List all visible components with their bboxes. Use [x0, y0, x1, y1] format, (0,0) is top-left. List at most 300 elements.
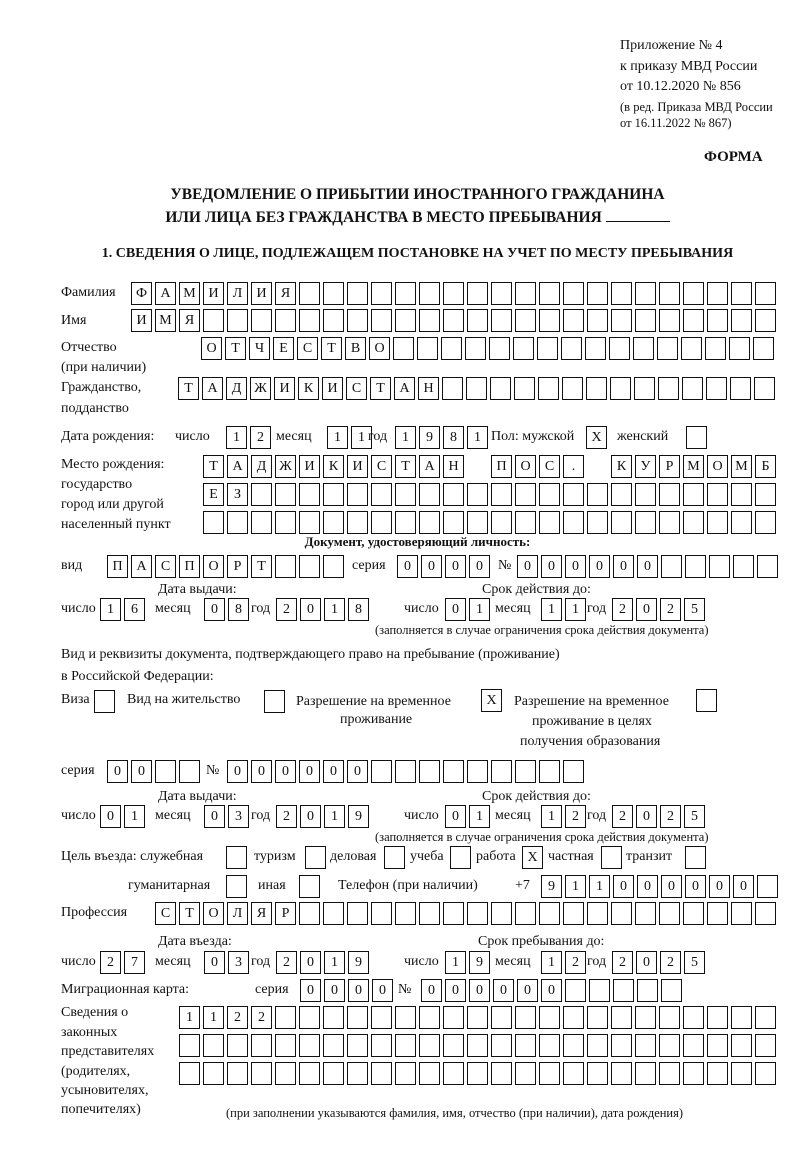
char-box-birthplace-line3[interactable] [395, 511, 416, 534]
char-box-reps-line3[interactable] [635, 1062, 656, 1085]
char-box-reps-line3[interactable] [683, 1062, 704, 1085]
char-box-surname[interactable]: М [179, 282, 200, 305]
char-box-reps-line2[interactable] [491, 1034, 512, 1057]
char-box-patronymic[interactable] [465, 337, 486, 360]
char-box-birthplace-line1[interactable]: Т [395, 455, 416, 478]
char-box-birthplace-line3[interactable] [203, 511, 224, 534]
char-box-birthplace-line3[interactable] [443, 511, 464, 534]
char-box-id-number[interactable] [661, 555, 682, 578]
char-box-name[interactable] [203, 309, 224, 332]
char-box-reps-line1[interactable] [539, 1006, 560, 1029]
char-box-stay-number[interactable] [563, 760, 584, 783]
checkbox-purpose-official[interactable] [226, 846, 247, 869]
char-box-patronymic[interactable] [681, 337, 702, 360]
char-box-reps-line2[interactable] [203, 1034, 224, 1057]
char-box-id-kind[interactable]: А [131, 555, 152, 578]
char-box-birthplace-line2[interactable] [371, 483, 392, 506]
char-box-citizenship[interactable]: А [202, 377, 223, 400]
char-box-profession[interactable] [659, 902, 680, 925]
char-box-citizenship[interactable]: И [322, 377, 343, 400]
char-box-reps-line3[interactable] [731, 1062, 752, 1085]
char-box-phone[interactable]: 1 [565, 875, 586, 898]
char-box-reps-line1[interactable] [371, 1006, 392, 1029]
char-box-birthplace-line1[interactable]: П [491, 455, 512, 478]
char-box-id-number[interactable]: 0 [637, 555, 658, 578]
char-box-patronymic[interactable]: В [345, 337, 366, 360]
char-box-profession[interactable] [443, 902, 464, 925]
char-box-reps-line1[interactable] [755, 1006, 776, 1029]
char-box-name[interactable] [563, 309, 584, 332]
char-box-stay-number[interactable] [491, 760, 512, 783]
char-box-birthplace-line1[interactable]: И [299, 455, 320, 478]
char-box-dob-year[interactable]: 1 [467, 426, 488, 449]
char-box-birthplace-line1[interactable]: У [635, 455, 656, 478]
char-box-citizenship[interactable] [706, 377, 727, 400]
char-box-patronymic[interactable]: Т [225, 337, 246, 360]
char-box-reps-line2[interactable] [347, 1034, 368, 1057]
checkbox-purpose-business[interactable] [384, 846, 405, 869]
char-box-stay-valid-year[interactable]: 5 [684, 805, 705, 828]
char-box-reps-line3[interactable] [443, 1062, 464, 1085]
char-box-name[interactable] [347, 309, 368, 332]
char-box-reps-line3[interactable] [227, 1062, 248, 1085]
char-box-surname[interactable]: Л [227, 282, 248, 305]
char-box-reps-line2[interactable] [275, 1034, 296, 1057]
char-box-surname[interactable] [659, 282, 680, 305]
char-box-id-valid-month[interactable]: 1 [565, 598, 586, 621]
char-box-migration-number[interactable]: 0 [445, 979, 466, 1002]
char-box-citizenship[interactable]: Д [226, 377, 247, 400]
char-box-migration-series[interactable]: 0 [324, 979, 345, 1002]
char-box-name[interactable] [515, 309, 536, 332]
char-box-patronymic[interactable]: Т [321, 337, 342, 360]
char-box-reps-line1[interactable] [299, 1006, 320, 1029]
char-box-patronymic[interactable] [609, 337, 630, 360]
char-box-id-issue-month[interactable]: 0 [204, 598, 225, 621]
char-box-reps-line1[interactable] [707, 1006, 728, 1029]
char-box-birthplace-line2[interactable] [683, 483, 704, 506]
char-box-id-number[interactable]: 0 [541, 555, 562, 578]
char-box-reps-line3[interactable] [539, 1062, 560, 1085]
char-box-reps-line1[interactable] [275, 1006, 296, 1029]
char-box-id-number[interactable] [733, 555, 754, 578]
char-box-profession[interactable]: Т [179, 902, 200, 925]
char-box-id-number[interactable] [709, 555, 730, 578]
char-box-migration-number[interactable]: 0 [421, 979, 442, 1002]
char-box-birthplace-line1[interactable]: С [371, 455, 392, 478]
char-box-reps-line3[interactable] [179, 1062, 200, 1085]
char-box-reps-line1[interactable] [659, 1006, 680, 1029]
char-box-stay-until-year[interactable]: 5 [684, 951, 705, 974]
char-box-name[interactable] [587, 309, 608, 332]
char-box-id-valid-year[interactable]: 0 [636, 598, 657, 621]
char-box-patronymic[interactable] [633, 337, 654, 360]
char-box-citizenship[interactable] [634, 377, 655, 400]
char-box-name[interactable] [707, 309, 728, 332]
char-box-id-valid-month[interactable]: 1 [541, 598, 562, 621]
char-box-birthplace-line2[interactable] [539, 483, 560, 506]
char-box-phone[interactable]: 1 [589, 875, 610, 898]
char-box-patronymic[interactable] [561, 337, 582, 360]
char-box-profession[interactable] [635, 902, 656, 925]
char-box-citizenship[interactable] [586, 377, 607, 400]
char-box-reps-line2[interactable] [323, 1034, 344, 1057]
char-box-stay-issue-day[interactable]: 0 [100, 805, 121, 828]
char-box-reps-line3[interactable] [707, 1062, 728, 1085]
char-box-id-kind[interactable]: П [107, 555, 128, 578]
char-box-surname[interactable] [443, 282, 464, 305]
char-box-migration-number[interactable] [565, 979, 586, 1002]
char-box-surname[interactable] [707, 282, 728, 305]
char-box-id-kind[interactable]: О [203, 555, 224, 578]
checkbox-purpose-private[interactable] [601, 846, 622, 869]
char-box-birthplace-line2[interactable] [467, 483, 488, 506]
char-box-reps-line2[interactable] [395, 1034, 416, 1057]
char-box-reps-line2[interactable] [563, 1034, 584, 1057]
char-box-stay-until-year[interactable]: 2 [612, 951, 633, 974]
char-box-entry-month[interactable]: 0 [204, 951, 225, 974]
char-box-profession[interactable] [491, 902, 512, 925]
char-box-stay-number[interactable] [515, 760, 536, 783]
char-box-birthplace-line1[interactable]: А [227, 455, 248, 478]
char-box-stay-number[interactable] [419, 760, 440, 783]
char-box-reps-line1[interactable]: 2 [227, 1006, 248, 1029]
char-box-birthplace-line3[interactable] [491, 511, 512, 534]
char-box-reps-line2[interactable] [635, 1034, 656, 1057]
char-box-id-issue-year[interactable]: 8 [348, 598, 369, 621]
char-box-profession[interactable] [395, 902, 416, 925]
char-box-surname[interactable] [491, 282, 512, 305]
char-box-birthplace-line2[interactable] [587, 483, 608, 506]
checkbox-sex-female[interactable] [686, 426, 707, 449]
char-box-profession[interactable] [467, 902, 488, 925]
char-box-citizenship[interactable] [514, 377, 535, 400]
char-box-reps-line2[interactable] [227, 1034, 248, 1057]
char-box-reps-line2[interactable] [587, 1034, 608, 1057]
checkbox-trp[interactable]: X [481, 689, 502, 712]
char-box-id-number[interactable] [685, 555, 706, 578]
char-box-reps-line3[interactable] [203, 1062, 224, 1085]
char-box-dob-month[interactable]: 1 [327, 426, 348, 449]
char-box-birthplace-line3[interactable] [659, 511, 680, 534]
char-box-surname[interactable]: Я [275, 282, 296, 305]
char-box-citizenship[interactable] [730, 377, 751, 400]
char-box-migration-number[interactable]: 0 [493, 979, 514, 1002]
char-box-surname[interactable] [299, 282, 320, 305]
char-box-birthplace-line3[interactable] [563, 511, 584, 534]
char-box-profession[interactable] [323, 902, 344, 925]
char-box-reps-line1[interactable] [515, 1006, 536, 1029]
char-box-reps-line3[interactable] [347, 1062, 368, 1085]
char-box-birthplace-line1[interactable]: И [347, 455, 368, 478]
char-box-id-issue-year[interactable]: 2 [276, 598, 297, 621]
char-box-surname[interactable] [371, 282, 392, 305]
char-box-stay-issue-year[interactable]: 9 [348, 805, 369, 828]
char-box-id-issue-year[interactable]: 1 [324, 598, 345, 621]
char-box-birthplace-line1[interactable]: А [419, 455, 440, 478]
char-box-id-issue-year[interactable]: 0 [300, 598, 321, 621]
char-box-patronymic[interactable] [585, 337, 606, 360]
char-box-profession[interactable]: Я [251, 902, 272, 925]
char-box-name[interactable] [659, 309, 680, 332]
checkbox-purpose-humanitarian[interactable] [226, 875, 247, 898]
char-box-name[interactable] [683, 309, 704, 332]
char-box-birthplace-line3[interactable] [467, 511, 488, 534]
char-box-birthplace-line3[interactable] [707, 511, 728, 534]
char-box-phone[interactable]: 0 [637, 875, 658, 898]
char-box-patronymic[interactable] [489, 337, 510, 360]
char-box-name[interactable] [275, 309, 296, 332]
char-box-birthplace-line3[interactable] [275, 511, 296, 534]
place-blank[interactable] [606, 207, 670, 222]
char-box-phone[interactable]: 0 [661, 875, 682, 898]
char-box-birthplace-line2[interactable] [323, 483, 344, 506]
char-box-id-number[interactable]: 0 [565, 555, 586, 578]
checkbox-purpose-study[interactable] [450, 846, 471, 869]
char-box-id-series[interactable]: 0 [397, 555, 418, 578]
char-box-reps-line2[interactable] [539, 1034, 560, 1057]
char-box-reps-line2[interactable] [179, 1034, 200, 1057]
char-box-stay-number[interactable] [371, 760, 392, 783]
char-box-birthplace-line1[interactable]: Б [755, 455, 776, 478]
char-box-reps-line3[interactable] [755, 1062, 776, 1085]
char-box-id-series[interactable]: 0 [469, 555, 490, 578]
char-box-reps-line3[interactable] [563, 1062, 584, 1085]
char-box-surname[interactable]: Ф [131, 282, 152, 305]
char-box-reps-line2[interactable] [251, 1034, 272, 1057]
char-box-profession[interactable] [371, 902, 392, 925]
char-box-citizenship[interactable]: А [394, 377, 415, 400]
char-box-stay-valid-year[interactable]: 0 [636, 805, 657, 828]
char-box-id-kind[interactable] [275, 555, 296, 578]
char-box-reps-line2[interactable] [467, 1034, 488, 1057]
char-box-surname[interactable] [515, 282, 536, 305]
char-box-stay-number[interactable]: 0 [323, 760, 344, 783]
char-box-patronymic[interactable] [393, 337, 414, 360]
char-box-reps-line3[interactable] [419, 1062, 440, 1085]
char-box-reps-line2[interactable] [731, 1034, 752, 1057]
char-box-stay-series[interactable] [155, 760, 176, 783]
char-box-phone[interactable]: 0 [685, 875, 706, 898]
char-box-reps-line2[interactable] [299, 1034, 320, 1057]
char-box-citizenship[interactable] [466, 377, 487, 400]
char-box-profession[interactable]: С [155, 902, 176, 925]
char-box-birthplace-line3[interactable] [251, 511, 272, 534]
char-box-profession[interactable] [419, 902, 440, 925]
char-box-citizenship[interactable]: Т [178, 377, 199, 400]
char-box-migration-series[interactable]: 0 [300, 979, 321, 1002]
char-box-stay-series[interactable] [179, 760, 200, 783]
char-box-birthplace-line2[interactable] [563, 483, 584, 506]
char-box-profession[interactable] [515, 902, 536, 925]
char-box-entry-year[interactable]: 0 [300, 951, 321, 974]
char-box-reps-line3[interactable] [587, 1062, 608, 1085]
char-box-birthplace-line2[interactable] [611, 483, 632, 506]
char-box-birthplace-line1[interactable]: Н [443, 455, 464, 478]
char-box-id-issue-day[interactable]: 6 [124, 598, 145, 621]
char-box-birthplace-line2[interactable] [731, 483, 752, 506]
char-box-stay-until-year[interactable]: 2 [660, 951, 681, 974]
char-box-birthplace-line1[interactable]: Д [251, 455, 272, 478]
char-box-surname[interactable]: А [155, 282, 176, 305]
char-box-name[interactable] [227, 309, 248, 332]
char-box-profession[interactable]: Р [275, 902, 296, 925]
char-box-id-valid-day[interactable]: 1 [469, 598, 490, 621]
char-box-stay-number[interactable] [467, 760, 488, 783]
char-box-patronymic[interactable]: О [201, 337, 222, 360]
char-box-dob-year[interactable]: 1 [395, 426, 416, 449]
char-box-birthplace-line1[interactable]: С [539, 455, 560, 478]
char-box-patronymic[interactable]: С [297, 337, 318, 360]
char-box-citizenship[interactable] [562, 377, 583, 400]
checkbox-purpose-tourism[interactable] [305, 846, 326, 869]
char-box-entry-day[interactable]: 2 [100, 951, 121, 974]
char-box-citizenship[interactable]: И [274, 377, 295, 400]
char-box-reps-line1[interactable] [563, 1006, 584, 1029]
char-box-phone[interactable]: 0 [733, 875, 754, 898]
char-box-patronymic[interactable] [753, 337, 774, 360]
char-box-citizenship[interactable]: Н [418, 377, 439, 400]
char-box-name[interactable] [419, 309, 440, 332]
char-box-phone[interactable]: 9 [541, 875, 562, 898]
char-box-citizenship[interactable]: К [298, 377, 319, 400]
char-box-reps-line2[interactable] [515, 1034, 536, 1057]
char-box-phone[interactable]: 0 [613, 875, 634, 898]
char-box-birthplace-line2[interactable] [755, 483, 776, 506]
char-box-stay-until-month[interactable]: 1 [541, 951, 562, 974]
char-box-reps-line1[interactable] [347, 1006, 368, 1029]
checkbox-trp-edu[interactable] [696, 689, 717, 712]
char-box-reps-line2[interactable] [755, 1034, 776, 1057]
char-box-stay-until-month[interactable]: 2 [565, 951, 586, 974]
char-box-stay-valid-year[interactable]: 2 [612, 805, 633, 828]
char-box-birthplace-line3[interactable] [299, 511, 320, 534]
char-box-birthplace-line3[interactable] [587, 511, 608, 534]
char-box-name[interactable] [467, 309, 488, 332]
char-box-dob-year[interactable]: 8 [443, 426, 464, 449]
char-box-dob-month[interactable]: 1 [351, 426, 372, 449]
char-box-entry-year[interactable]: 2 [276, 951, 297, 974]
char-box-stay-issue-year[interactable]: 0 [300, 805, 321, 828]
char-box-stay-issue-month[interactable]: 0 [204, 805, 225, 828]
char-box-birthplace-line3[interactable] [683, 511, 704, 534]
char-box-surname[interactable] [587, 282, 608, 305]
char-box-surname[interactable]: И [251, 282, 272, 305]
char-box-id-issue-month[interactable]: 8 [228, 598, 249, 621]
char-box-birthplace-line3[interactable] [515, 511, 536, 534]
char-box-name[interactable] [491, 309, 512, 332]
char-box-name[interactable] [395, 309, 416, 332]
char-box-reps-line3[interactable] [515, 1062, 536, 1085]
char-box-id-valid-year[interactable]: 5 [684, 598, 705, 621]
char-box-patronymic[interactable] [513, 337, 534, 360]
char-box-stay-number[interactable] [443, 760, 464, 783]
char-box-birthplace-line3[interactable] [731, 511, 752, 534]
char-box-migration-number[interactable] [637, 979, 658, 1002]
char-box-citizenship[interactable] [754, 377, 775, 400]
char-box-migration-number[interactable] [661, 979, 682, 1002]
char-box-stay-valid-year[interactable]: 2 [660, 805, 681, 828]
char-box-stay-issue-year[interactable]: 2 [276, 805, 297, 828]
char-box-reps-line3[interactable] [371, 1062, 392, 1085]
char-box-reps-line1[interactable]: 1 [179, 1006, 200, 1029]
checkbox-purpose-work[interactable]: X [522, 846, 543, 869]
char-box-reps-line1[interactable]: 1 [203, 1006, 224, 1029]
char-box-stay-number[interactable]: 0 [299, 760, 320, 783]
char-box-stay-issue-year[interactable]: 1 [324, 805, 345, 828]
char-box-migration-number[interactable]: 0 [541, 979, 562, 1002]
char-box-stay-number[interactable]: 0 [347, 760, 368, 783]
char-box-patronymic[interactable] [705, 337, 726, 360]
char-box-name[interactable] [539, 309, 560, 332]
char-box-reps-line1[interactable] [587, 1006, 608, 1029]
char-box-reps-line3[interactable] [611, 1062, 632, 1085]
char-box-reps-line2[interactable] [443, 1034, 464, 1057]
char-box-stay-number[interactable] [395, 760, 416, 783]
char-box-id-kind[interactable]: П [179, 555, 200, 578]
char-box-stay-number[interactable]: 0 [275, 760, 296, 783]
char-box-entry-day[interactable]: 7 [124, 951, 145, 974]
char-box-patronymic[interactable]: О [369, 337, 390, 360]
char-box-surname[interactable] [755, 282, 776, 305]
char-box-citizenship[interactable]: Ж [250, 377, 271, 400]
char-box-surname[interactable] [635, 282, 656, 305]
char-box-name[interactable]: И [131, 309, 152, 332]
char-box-profession[interactable] [707, 902, 728, 925]
char-box-citizenship[interactable] [682, 377, 703, 400]
char-box-citizenship[interactable] [442, 377, 463, 400]
char-box-reps-line1[interactable] [443, 1006, 464, 1029]
char-box-name[interactable] [755, 309, 776, 332]
char-box-name[interactable] [251, 309, 272, 332]
char-box-birthplace-line2[interactable] [395, 483, 416, 506]
char-box-birthplace-line2[interactable] [347, 483, 368, 506]
char-box-birthplace-line3[interactable] [539, 511, 560, 534]
char-box-surname[interactable] [419, 282, 440, 305]
char-box-name[interactable]: Я [179, 309, 200, 332]
char-box-migration-series[interactable]: 0 [372, 979, 393, 1002]
char-box-reps-line2[interactable] [419, 1034, 440, 1057]
char-box-surname[interactable] [683, 282, 704, 305]
char-box-name[interactable] [323, 309, 344, 332]
char-box-birthplace-line2[interactable] [515, 483, 536, 506]
char-box-name[interactable] [371, 309, 392, 332]
char-box-stay-number[interactable]: 0 [227, 760, 248, 783]
char-box-birthplace-line1[interactable]: Ж [275, 455, 296, 478]
char-box-citizenship[interactable] [658, 377, 679, 400]
char-box-id-kind[interactable]: Р [227, 555, 248, 578]
char-box-name[interactable]: М [155, 309, 176, 332]
char-box-reps-line3[interactable] [467, 1062, 488, 1085]
char-box-birthplace-line2[interactable]: Е [203, 483, 224, 506]
char-box-stay-series[interactable]: 0 [131, 760, 152, 783]
char-box-birthplace-line3[interactable] [227, 511, 248, 534]
char-box-patronymic[interactable] [657, 337, 678, 360]
char-box-surname[interactable] [563, 282, 584, 305]
char-box-birthplace-line3[interactable] [347, 511, 368, 534]
char-box-entry-year[interactable]: 9 [348, 951, 369, 974]
char-box-reps-line3[interactable] [659, 1062, 680, 1085]
char-box-dob-day[interactable]: 1 [226, 426, 247, 449]
char-box-reps-line1[interactable] [683, 1006, 704, 1029]
checkbox-residence[interactable] [264, 690, 285, 713]
char-box-phone[interactable]: 0 [709, 875, 730, 898]
char-box-stay-valid-day[interactable]: 1 [469, 805, 490, 828]
char-box-profession[interactable] [683, 902, 704, 925]
char-box-name[interactable] [611, 309, 632, 332]
char-box-stay-until-day[interactable]: 1 [445, 951, 466, 974]
char-box-stay-number[interactable] [539, 760, 560, 783]
